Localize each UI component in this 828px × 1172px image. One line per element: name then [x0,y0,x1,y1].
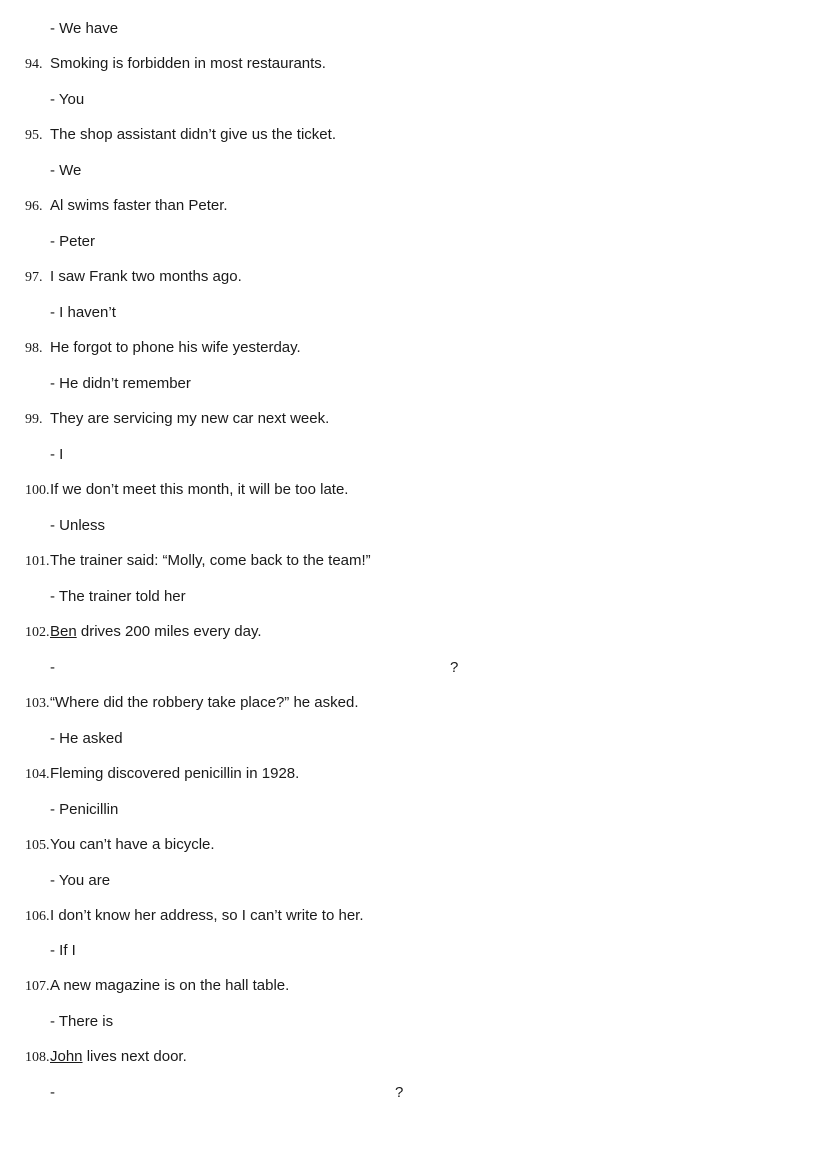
item-number-107: 107. [25,979,50,994]
underlined-subject: John [50,1048,83,1065]
item-number-108: 108. [25,1050,50,1065]
item-number-97: 97. [25,270,43,285]
item-number-103: 103. [25,696,50,711]
answer-100: - Unless [50,517,106,534]
prompt-rest: lives next door. [82,1048,187,1065]
prompt-105: You can’t have a bicycle. [50,836,215,853]
answer-105: - You are [50,872,111,889]
answer-101: - The trainer told her [50,588,186,605]
prompt-107: A new magazine is on the hall table. [50,977,290,994]
prompt-97: I saw Frank two months ago. [50,268,242,285]
underlined-subject: Ben [50,623,77,640]
answer-103: - He asked [50,730,123,747]
question-mark-102: ? [450,659,459,676]
answer-94: - You [50,91,85,108]
answer-107: - There is [50,1013,114,1030]
prompt-98: He forgot to phone his wife yesterday. [50,339,301,356]
prompt-101: The trainer said: “Molly, come back to the team!” [50,552,371,569]
item-number-96: 96. [25,199,43,214]
answer-93: - We have [50,20,119,37]
item-number-102: 102. [25,625,50,640]
item-number-105: 105. [25,838,50,853]
item-number-98: 98. [25,341,43,356]
item-number-95: 95. [25,128,43,143]
question-mark-108: ? [395,1084,404,1101]
prompt-rest: drives 200 miles every day. [76,623,262,640]
answer-104: - Penicillin [50,801,119,818]
prompt-95: The shop assistant didn’t give us the ticket. [50,126,336,143]
answer-98: - He didn’t remember [50,375,191,392]
prompt-106: I don’t know her address, so I can’t write to her. [50,907,364,924]
item-number-101: 101. [25,554,50,569]
prompt-99: They are servicing my new car next week. [50,410,330,427]
item-number-106: 106. [25,909,50,924]
prompt-94: Smoking is forbidden in most restaurants. [50,55,326,72]
prompt-103: “Where did the robbery take place?” he asked. [50,694,359,711]
prompt-102 [50,623,262,641]
answer-96: - Peter [50,233,96,250]
answer-99: - I [50,446,64,463]
item-number-100: 100. [25,483,50,498]
item-number-94: 94. [25,57,43,72]
answer-108: - [50,1084,55,1101]
answer-102: - [50,659,55,676]
answer-95: - We [50,162,82,179]
prompt-100: If we don’t meet this month, it will be too late. [50,481,349,498]
prompt-96: Al swims faster than Peter. [50,197,228,214]
answer-106: - If I [50,942,76,959]
answer-97: - I haven’t [50,304,116,321]
prompt-108 [50,1048,187,1066]
item-number-104: 104. [25,767,50,782]
item-number-99: 99. [25,412,43,427]
prompt-104: Fleming discovered penicillin in 1928. [50,765,300,782]
